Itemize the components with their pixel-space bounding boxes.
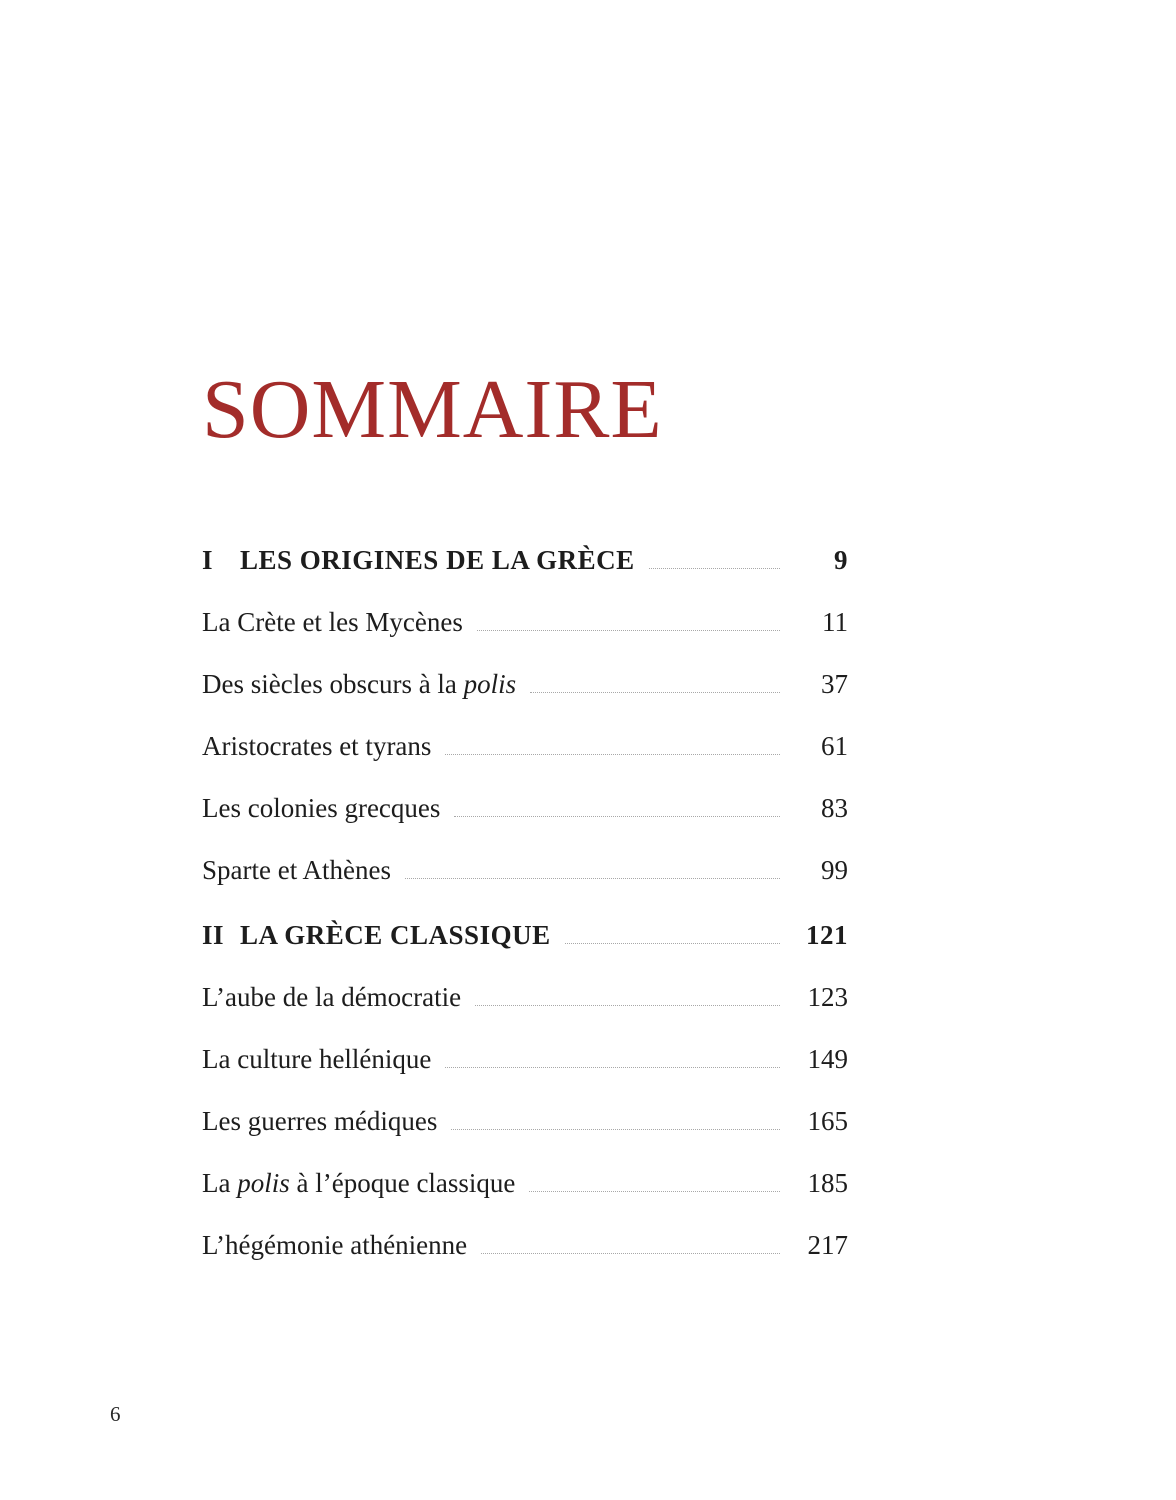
toc-entry-title: LA GRÈCE CLASSIQUE (240, 920, 551, 950)
toc-entry-title: LES ORIGINES DE LA GRÈCE (240, 545, 635, 575)
folio-page-number: 6 (110, 1402, 121, 1426)
toc-row (202, 1229, 848, 1261)
leader-line (649, 568, 780, 569)
toc-entry-title: La culture hellénique (202, 1044, 432, 1074)
toc-entry-title: La Crète et les Mycènes (202, 607, 463, 637)
toc-entry-title: L’hégémonie athénienne (202, 1230, 468, 1260)
toc-row (202, 1043, 848, 1075)
toc-entry-page: 149 (807, 1044, 848, 1074)
toc-entry-title: L’aube de la démocratie (202, 982, 462, 1012)
toc-entry-page: 121 (806, 920, 848, 950)
toc-entry-title: La polis à l’époque classique (202, 1168, 516, 1198)
section-number: II (202, 920, 225, 950)
section-number: I (202, 545, 214, 575)
toc-entry-title: Aristocrates et tyrans (202, 731, 432, 761)
toc-row (202, 606, 848, 638)
toc-row (202, 792, 848, 824)
toc-entry-title: Les colonies grecques (202, 793, 441, 823)
toc-entry-page: 61 (821, 731, 848, 761)
leader-line (445, 1067, 780, 1068)
toc-entry-page: 11 (822, 607, 848, 637)
toc-entry-page: 99 (821, 855, 848, 885)
leader-line (451, 1129, 780, 1130)
toc-list (202, 544, 848, 1261)
toc-row (202, 668, 848, 700)
toc-row (202, 1167, 848, 1199)
leader-line (529, 1191, 780, 1192)
leader-line (454, 816, 780, 817)
toc-row (202, 544, 848, 576)
toc-entry-title: Des siècles obscurs à la polis (202, 669, 517, 699)
toc-entry-title: Sparte et Athènes (202, 855, 391, 885)
page-title: SOMMAIRE (202, 363, 663, 456)
leader-line (477, 630, 780, 631)
toc-row (202, 919, 848, 951)
toc-entry-title: Les guerres médiques (202, 1106, 438, 1136)
toc-entry-page: 9 (834, 545, 848, 575)
toc-row (202, 730, 848, 762)
leader-line (530, 692, 780, 693)
toc-entry-page: 217 (807, 1230, 848, 1260)
toc-entry-page: 123 (807, 982, 848, 1012)
leader-line (481, 1253, 780, 1254)
toc-row (202, 981, 848, 1013)
toc-row (202, 854, 848, 886)
leader-line (405, 878, 780, 879)
toc-entry-page: 165 (807, 1106, 848, 1136)
toc-row (202, 1105, 848, 1137)
leader-line (475, 1005, 780, 1006)
leader-line (445, 754, 780, 755)
toc-entry-page: 185 (807, 1168, 848, 1198)
toc-entry-page: 37 (821, 669, 848, 699)
toc-content (202, 363, 848, 1291)
leader-line (565, 943, 780, 944)
toc-entry-page: 83 (821, 793, 848, 823)
